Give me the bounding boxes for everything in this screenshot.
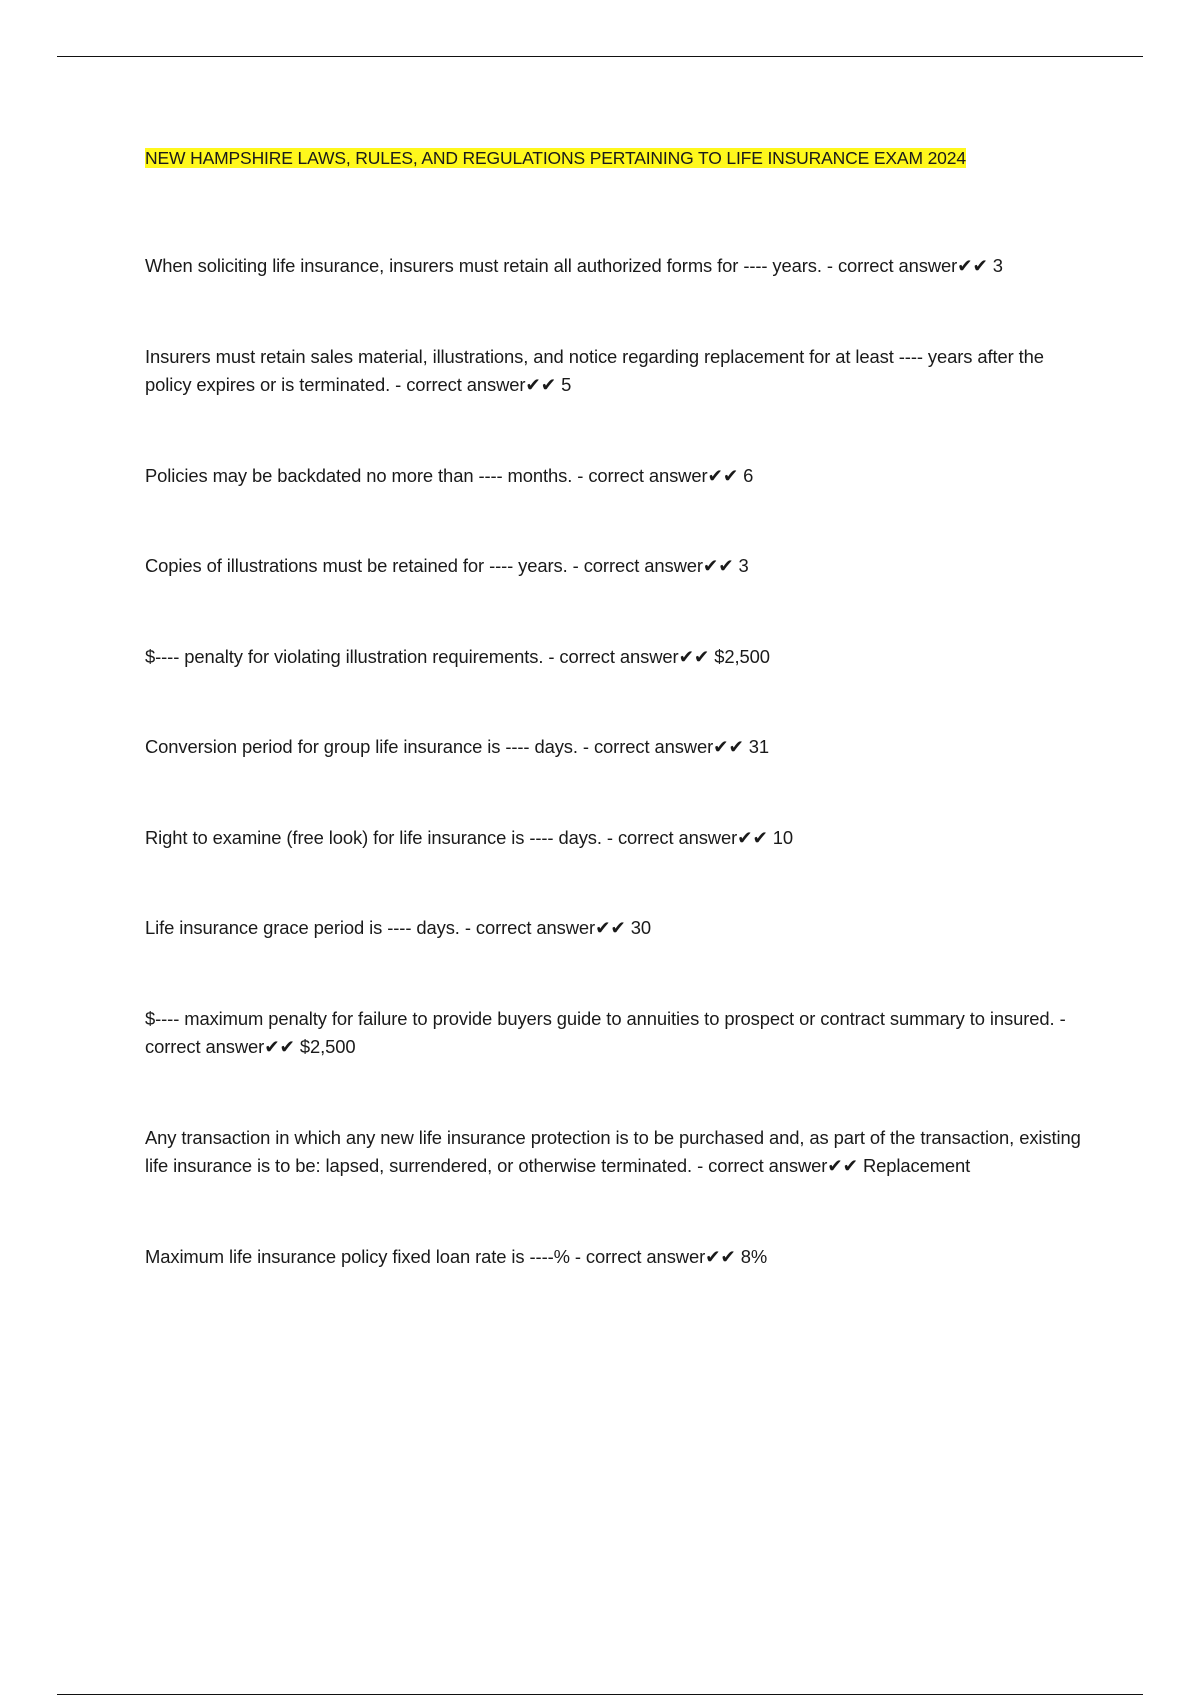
qa-item	[145, 643, 1090, 672]
question-text: $---- maximum penalty for failure to provide buyers guide to annuities to prospect or contract summary to insured. - correct answer	[145, 1007, 1066, 1057]
check-mark: ✔✔	[737, 826, 768, 848]
answer-text: 3	[738, 555, 749, 576]
answer-text: Replacement	[862, 1155, 971, 1176]
check-mark: ✔✔	[827, 1155, 858, 1176]
check-mark: ✔✔	[957, 255, 988, 276]
qa-item	[145, 1243, 1090, 1272]
question-text: Conversion period for group life insurance is ---- days. - correct answer	[145, 736, 714, 757]
question-text: $---- penalty for violating illustration requirements. - correct answer	[145, 645, 679, 667]
check-mark: ✔✔	[702, 555, 734, 576]
qa-item	[145, 343, 1090, 400]
qa-item	[145, 252, 1090, 281]
question-text: Any transaction in which any new life insurance protection is to be purchased and, as part of the transaction, existing life insurance is to be: lapsed, surrendered, or otherwise terminated. - correct answer	[145, 1126, 1081, 1176]
document-title: NEW HAMPSHIRE LAWS, RULES, AND REGULATIONS PERTAINING TO LIFE INSURANCE EXAM 2024	[145, 148, 966, 168]
qa-item	[145, 1005, 1090, 1062]
question-text: Policies may be backdated no more than ---- months. - correct answer	[145, 464, 708, 486]
answer-text: $2,500	[714, 645, 770, 667]
qa-item	[145, 552, 1090, 581]
question-text: When soliciting life insurance, insurers must retain all authorized forms for ---- years. - correct answer	[145, 255, 958, 276]
question-text: Insurers must retain sales material, illustrations, and notice regarding replacement for at least ---- years after the policy expires or is terminated. - correct answer	[145, 345, 1044, 395]
title-block	[145, 146, 1090, 170]
question-text: Life insurance grace period is ---- days. - correct answer	[145, 917, 596, 938]
question-text: Maximum life insurance policy fixed loan rate is ----% - correct answer	[145, 1245, 706, 1267]
qa-item	[145, 914, 1090, 943]
qa-item	[145, 733, 1090, 762]
answer-text: 6	[743, 464, 754, 486]
question-text: Right to examine (free look) for life insurance is ---- days. - correct answer	[145, 826, 738, 848]
check-mark: ✔✔	[525, 374, 557, 395]
check-mark: ✔✔	[595, 917, 626, 938]
answer-text: 30	[630, 917, 651, 938]
answer-text: 31	[748, 736, 770, 757]
answer-text: $2,500	[299, 1036, 356, 1057]
check-mark: ✔✔	[713, 736, 744, 757]
qa-item	[145, 462, 1090, 491]
check-mark: ✔✔	[678, 645, 710, 667]
answer-text: 3	[992, 255, 1003, 276]
answer-text: 5	[561, 374, 572, 395]
qa-item	[145, 824, 1090, 853]
check-mark: ✔✔	[705, 1245, 736, 1267]
document-body	[145, 146, 1090, 1333]
question-text: Copies of illustrations must be retained for ---- years. - correct answer	[145, 555, 703, 576]
answer-text: 10	[772, 826, 794, 848]
top-rule	[57, 56, 1143, 57]
bottom-rule	[57, 1694, 1143, 1695]
qa-item	[145, 1124, 1090, 1181]
answer-text: 8%	[740, 1245, 768, 1267]
check-mark: ✔✔	[707, 464, 739, 486]
check-mark: ✔✔	[264, 1036, 295, 1057]
